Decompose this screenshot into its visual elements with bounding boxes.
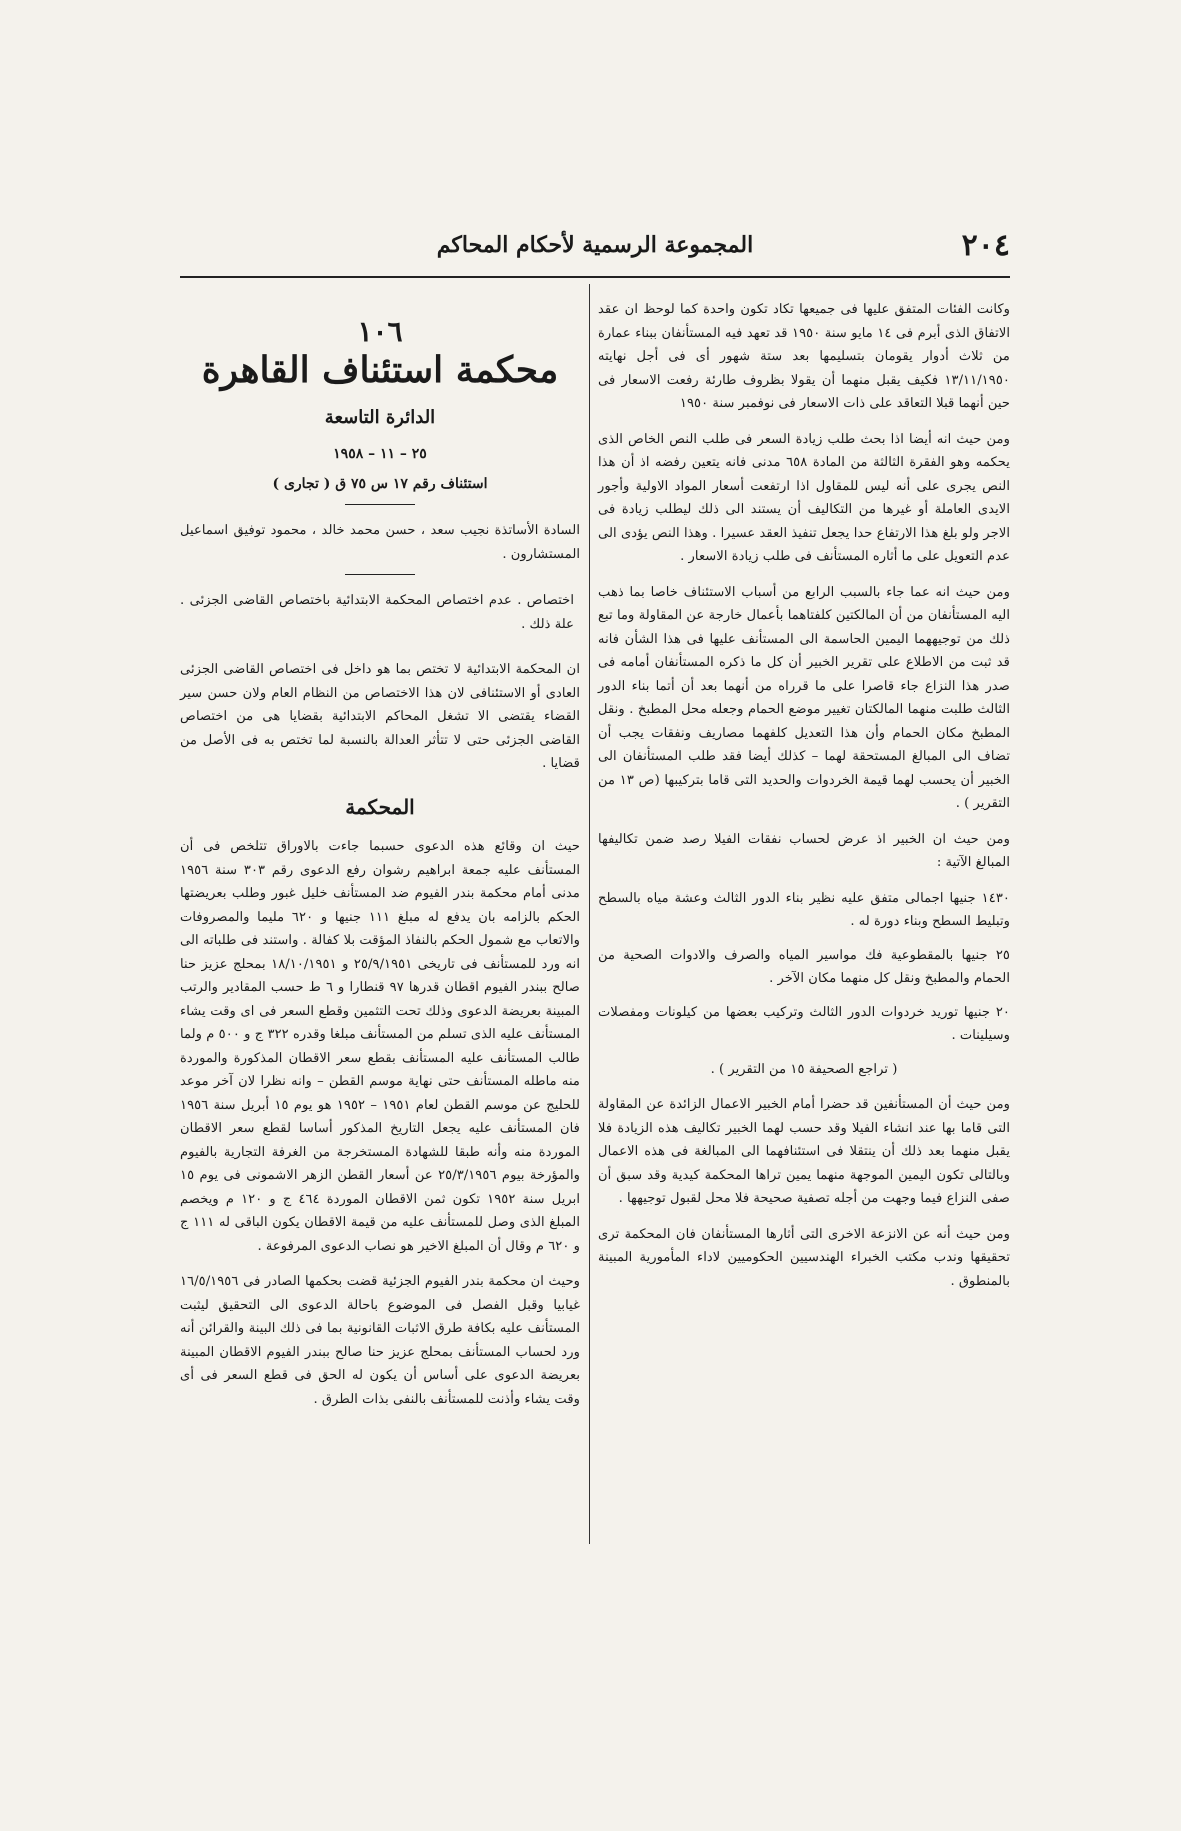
- list-item: ٢٠ جنيها توريد خردوات الدور الثالث وتركيب بعضها من كيلونات ومفصلات وسيلينات .: [598, 1004, 1010, 1043]
- list-item: ٢٥ جنيها بالمقطوعية فك مواسير المياه والصرف والادوات الصحية من الحمام والمطبخ ونقل كل منهما مكان الآخر .: [598, 947, 1010, 986]
- section-heading: المحكمة: [345, 794, 415, 819]
- paragraph: وحيث ان محكمة بندر الفيوم الجزئية قضت بحكمها الصادر فى ١٦/٥/١٩٥٦ غيابيا وقبل الفصل فى الموضوع باحالة الدعوى الى التحقيق ليثبت المستأنف عليه بكافة طرق الاثبات القانونية بما فى ذلك البينة والقرائن أنه ورد لحساب المستأنف بمحلج عزيز حنا صالح ببندر الفيوم الاقطان المبينة بعريضة الدعوى على أساس أن يكون له الحق فى قطع السعر فى أى وقت يشاء وأذنت للمستأنف بالنفى بذات الطرق .: [180, 1274, 580, 1407]
- judgment-date: ٢٥ – ١١ – ١٩٥٨: [333, 446, 427, 462]
- judges-list: السادة الأساتذة نجيب سعد ، حسن محمد خالد ، محمود توفيق اسماعيل المستشارون .: [180, 523, 580, 562]
- right-column: [598, 298, 1010, 1305]
- paragraph: وكانت الفئات المتفق عليها فى جميعها تكاد تكون واحدة كما لوحظ ان عقد الاتفاق الذى أبرم فى ١٤ مايو سنة ١٩٥٠ قد تعهد فيه المستأنفان ببناء عمارة من ثلاث أدوار يقومان بتسليمها بعد ستة شهور أى فى أجل نهايته ١٣/١١/١٩٥٠ فكيف يقبل منهما أن يقولا بظروف طارئة رفعت الاسعار فى حين أنهما قبلا التعاقد على ذات الاسعار فى نوفمبر سنة ١٩٥٠: [598, 302, 1011, 411]
- column-divider: [589, 284, 590, 1544]
- left-column: [180, 315, 581, 1423]
- header-rule: [180, 276, 1010, 278]
- court-name: محكمة استئناف القاهرة: [201, 348, 559, 391]
- list-item: ١٤٣٠ جنيها اجمالى متفق عليه نظير بناء الدور الثالث وعشة مياه بالسطح وتبليط السطح وبناء دورة له .: [598, 890, 1010, 929]
- running-title: المجموعة الرسمية لأحكام المحاكم: [436, 232, 754, 258]
- page-number: ٢٠٤: [961, 228, 1010, 263]
- headnote-summary: اختصاص . عدم اختصاص المحكمة الابتدائية باختصاص القاضى الجزئى . علة ذلك .: [180, 593, 574, 632]
- circuit-name: الدائرة التاسعة: [324, 406, 436, 428]
- appeal-number: استئناف رقم ١٧ س ٧٥ ق ( تجارى ): [272, 475, 488, 492]
- paragraph: ومن حيث أنه عن الانزعة الاخرى التى أثارها المستأنفان فان المحكمة ترى تحقيقها وندب مكتب الخبراء الهندسيين الحكوميين لاداء المأمورية المبينة بالمنطوق .: [598, 1226, 1010, 1289]
- paragraph: ومن حيث أن المستأنفين قد حضرا أمام الخبير الاعمال الزائدة عن المقاولة التى قاما بها عند انشاء الفيلا وقد حسب لهما الخبير تكاليف هذه الزيادة فلا يقبل منهما بعد ذلك أن ينتقلا فى استئنافهما الى المبالغة فى هذه الاعمال وبالتالى تكون اليمين الموجهة منهما يمين تراها المحكمة كيدية وقد سبق أن صفى النزاع فيما وجهت من أجله تصفية صحيحة فلا محل لقبول توجيهها .: [598, 1097, 1010, 1206]
- short-divider: [345, 574, 415, 575]
- paragraph: ومن حيث ان الخبير اذ عرض لحساب نفقات الفيلا رصد ضمن تكاليفها المبالغ الآتية :: [598, 831, 1010, 870]
- legal-principle: ان المحكمة الابتدائية لا تختص بما هو داخل فى اختصاص القاضى الجزئى العادى أو الاستئنافى لان هذا الاختصاص من النظام العام ولان حسن سير القضاء يقتضى الا تشغل المحاكم الابتدائية بقضايا هى من اختصاص القاضى الجزئى حتى لا تتأثر العدالة بالنسبة لما تختص به فى الأصل من قضايا .: [180, 662, 580, 771]
- page-header: [180, 228, 1010, 268]
- paragraph: حيث ان وقائع هذه الدعوى حسبما جاءت بالاوراق تتلخص فى أن المستأنف عليه جمعة ابراهيم رشوان رفع الدعوى رقم ٣٠٣ سنة ١٩٥٦ مدنى أمام محكمة بندر الفيوم ضد المستأنف خليل غبور وطلب بعريضتها الحكم بالزامه بان يدفع له مبلغ ١١١ جنيها و ٦٢٠ مليما والمصروفات والاتعاب مع شمول الحكم بالنفاذ المؤقت بلا كفالة . واستند فى طلباته الى انه ورد للمستأنف فى تاريخى ٢٥/٩/١٩٥١ و ١٨/١٠/١٩٥١ بمحلج عزيز حنا صالح ببندر الفيوم اقطان قدرها ٩٧ قنطارا و ٦ ط حسب المقادير والرتب المبينة بعريضة الدعوى وذلك تحت التثمين وقطع السعر فى اى وقت يشاء المستأنف عليه الذى تسلم من المستأنف مبلغا وقدره ٣٢٢ ج و ٥٠٠ م ولما طالب المستأنف عليه المستأنف بقطع سعر الاقطان المذكورة والموردة منه ماطله المستأنف حتى نهاية موسم القطن – وانه نظرا لان آخر موعد للحليج عن موسم القطن لعام ١٩٥١ – ١٩٥٢ هو يوم ١٥ أبريل سنة ١٩٥٦ فان المستأنف عليه يجعل التاريخ المذكور أساسا لقطع سعر الاقطان الموردة منه وأنه طبقا للشهادة المستخرجة من الغرفة التجارية بالفيوم والمؤرخة بيوم ٢٥/٣/١٩٥٦ عن أسعار القطن الزهر الاشمونى فى يوم ١٥ ابريل سنة ١٩٥٢ تكون ثمن الاقطان الموردة ٤٦٤ ج و ١٢٠ م ويخصم المبلغ الذى وصل للمستأنف عليه من قيمة الاقطان يكون الباقى له ١١١ ج و ٦٢٠ م وقال أن المبلغ الاخير هو نصاب الدعوى المرفوعة .: [180, 839, 581, 1254]
- report-note: ( تراجع الصحيفة ١٥ من التقرير ) .: [710, 1061, 898, 1077]
- short-divider: [345, 504, 415, 505]
- paragraph: ومن حيث انه عما جاء بالسبب الرابع من أسباب الاستئناف خاصا بما ذهب اليه المستأنفان من أن المالكتين كلفتاهما بأعمال خارجة عن المقاولة وما تبع ذلك من توجيههما اليمين الحاسمة الى المستأنف عليها فى هذا الشأن فانه قد ثبت من الاطلاع على تقرير الخبير أن كل ما ذكره المستأنفان أمامه فى صدر هذا النزاع جاء قاصرا على ما قرراه من أنهما بعد أن أتما بناء الدور الثالث طلبت منهما المالكتان تغيير موضع الحمام وجعله محل المطبخ . ونقل المطبخ مكان الحمام وأن هذا التعديل كلفهما مصاريف ونفقات يجب أن تضاف الى المبالغ المستحقة لهما – كذلك أيضا فقد طلب المستأنفان الى الخبير أن يحسب لهما قيمة الخردوات والحديد التى قاما بتركيبها (ص ١٣ من التقرير ) .: [598, 584, 1010, 811]
- paragraph: ومن حيث انه أيضا اذا بحث طلب زيادة السعر فى طلب النص الخاص الذى يحكمه وهو الفقرة الثالثة من المادة ٦٥٨ مدنى فانه يتعين رفضه اذ أن هذا النص يجرى على أنه ليس للمقاول اذا ارتفعت أسعار المواد الاولية وأجور الايدى العاملة أو غيرها من التكاليف أن يستند الى ذلك ليطلب زيادة فى الاجر ولو بلغ هذا الارتفاع حدا يجعل تنفيذ العقد عسيرا . وهذا النص يؤدى الى عدم التعويل على ما أثاره المستأنف فى طلب زيادة الاسعار .: [598, 431, 1010, 564]
- case-number: ١٠٦: [357, 315, 403, 348]
- cost-items-list: [598, 887, 1010, 1048]
